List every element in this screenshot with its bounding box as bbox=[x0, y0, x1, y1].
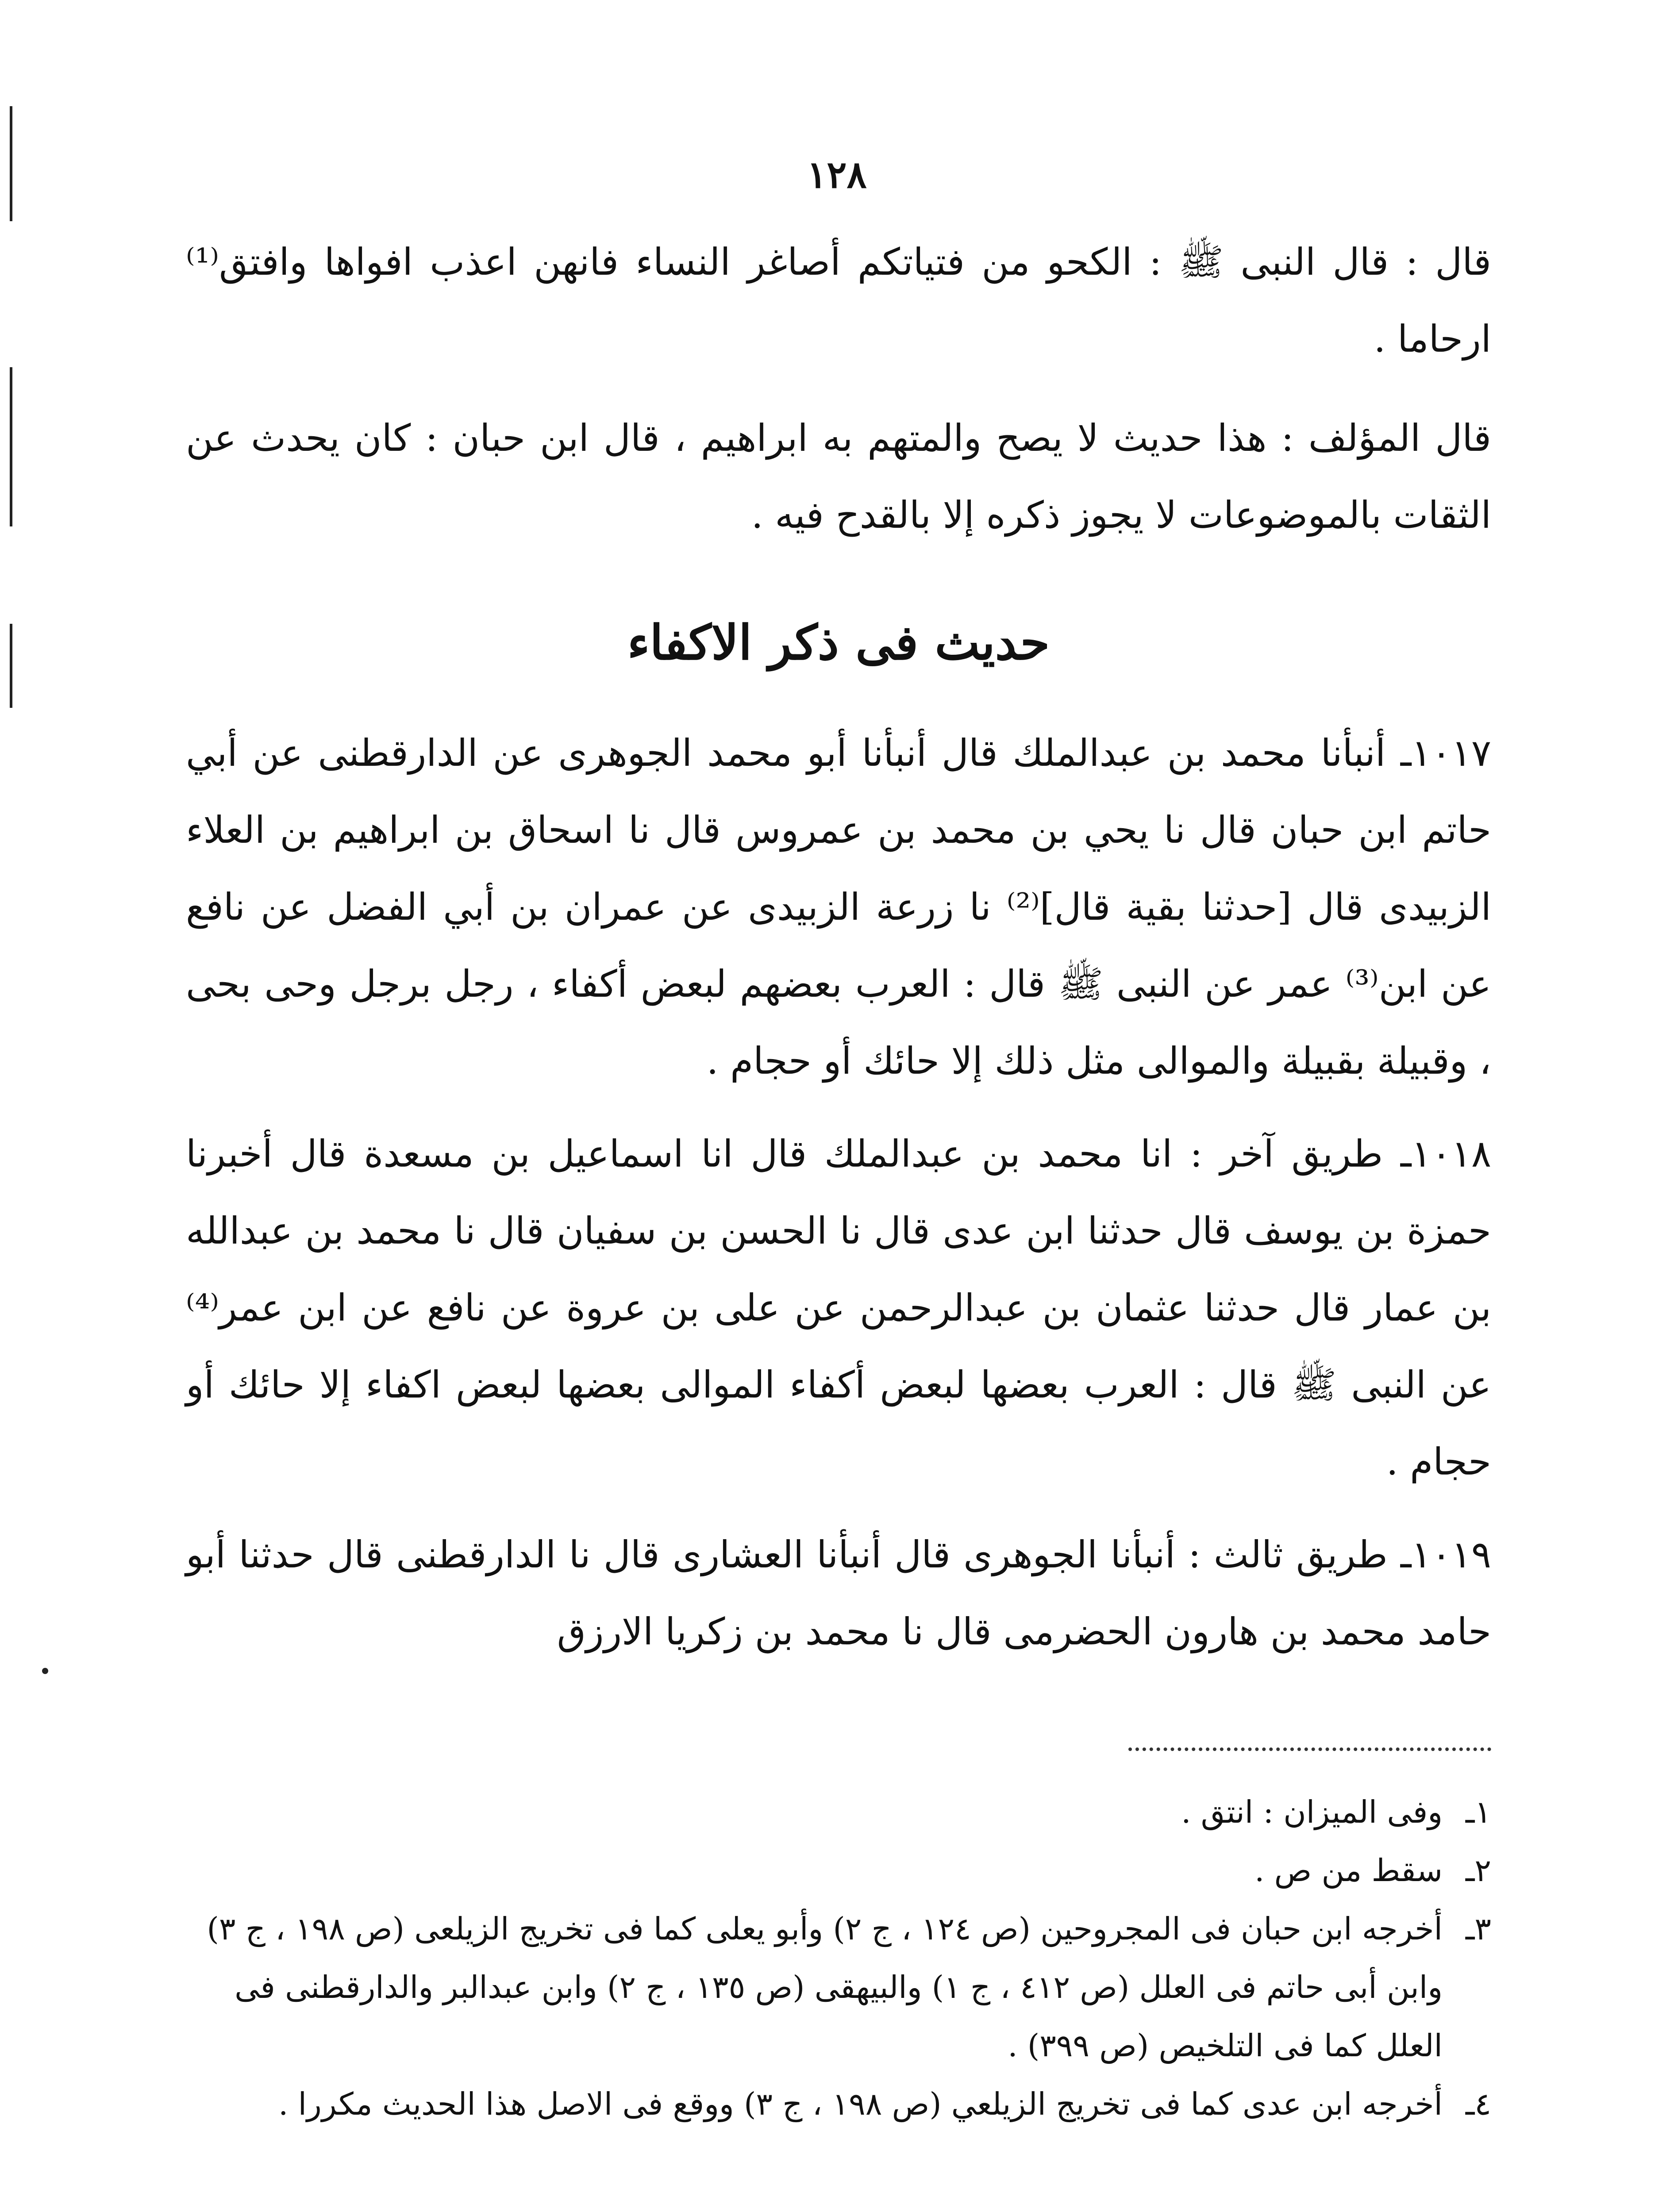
author-note-paragraph: قال المؤلف : هذا حديث لا يصح والمتهم به ابراهيم ، قال ابن حبان : كان يحدث عن الثقات بالموضوعات لا يجوز ذكره إلا بالقدح فيه . bbox=[186, 416, 1491, 537]
footnote-1 bbox=[186, 1783, 1491, 1841]
footnote-text: سقط من ص . bbox=[1255, 1852, 1443, 1889]
page-number: ١٢٨ bbox=[807, 153, 867, 196]
footnotes bbox=[186, 1783, 1491, 2133]
hadith-paragraph-1019: ١٠١٩ـ طريق ثالث : أنبأنا الجوهرى قال أنبأنا العشارى قال نا الدارقطنى قال حدثنا أبو حامد محمد بن هارون الحضرمى قال نا محمد بن زكريا الارزق bbox=[186, 1533, 1491, 1653]
hadith-paragraph-1017: ١٠١٧ـ أنبأنا محمد بن عبدالملك قال أنبأنا أبو محمد الجوهرى عن الدارقطنى عن أبي حاتم ابن حبان قال نا يحي بن محمد بن عمروس قال نا اسحاق بن ابراهيم بن العلاء الزبيدى قال [حدثنا بقية قال]⁽²⁾ نا زرعة الزبيدى عن عمران بن أبي الفضل عن نافع عن ابن⁽³⁾ عمر عن النبى ﷺ قال : العرب بعضهم لبعض أكفاء ، رجل برجل وحى بحى ، وقبيلة بقبيلة والموالى مثل ذلك إلا حائك أو حجام . bbox=[186, 731, 1492, 1083]
intro-hadith-line: قال : قال النبى ﷺ : الكحو من فتياتكم أصاغر النساء فانهن اعذب افواها وافتق⁽¹⁾ ارحاما . bbox=[186, 240, 1491, 361]
footnote-3 bbox=[186, 1900, 1491, 2075]
footnote-text: أخرجه ابن حبان فى المجروحين (ص ١٢٤ ، ج ٢) وأبو يعلى كما فى تخريج الزيلعى (ص ١٩٨ ، ج ٣) وابن أبى حاتم فى العلل (ص ٤١٢ ، ج ١) والبيهقى (ص ١٣٥ ، ج ٢) وابن عبدالبر والدارقطنى فى العلل كما فى التلخيص (ص ٣٩٩) . bbox=[207, 1911, 1443, 2064]
footnote-number: ٤ـ bbox=[1465, 2086, 1491, 2122]
scan-edge-mark-middle bbox=[10, 367, 12, 526]
hadith-list bbox=[186, 714, 1491, 1670]
footnote-text: أخرجه ابن عدى كما فى تخريج الزيلعي (ص ١٩٨ ، ج ٣) ووقع فى الاصل هذا الحديث مكررا . bbox=[278, 2086, 1443, 2122]
footnote-4 bbox=[186, 2075, 1491, 2133]
footnote-number: ١ـ bbox=[1465, 1794, 1491, 1830]
scan-edge-dot bbox=[42, 1668, 48, 1674]
hadith-paragraph-1018: ١٠١٨ـ طريق آخر : انا محمد بن عبدالملك قال انا اسماعيل بن مسعدة قال أخبرنا حمزة بن يوسف قال حدثنا ابن عدى قال نا الحسن بن سفيان قال نا محمد بن عبدالله بن عمار قال حدثنا عثمان بن عبدالرحمن عن على بن عروة عن نافع عن ابن عمر⁽⁴⁾ عن النبى ﷺ قال : العرب بعضها لبعض أكفاء الموالى بعضها لبعض اكفاء إلا حائك أو حجام . bbox=[186, 1132, 1491, 1483]
footnote-separator bbox=[1128, 1747, 1491, 1751]
intro-text bbox=[186, 223, 1491, 553]
footnote-number: ٣ـ bbox=[1465, 1911, 1491, 1947]
footnote-text: وفى الميزان : انتق . bbox=[1181, 1794, 1443, 1830]
section-heading: حديث فى ذكر الاكفاء bbox=[627, 615, 1050, 671]
footnote-2 bbox=[186, 1841, 1491, 1900]
scan-edge-mark-lower bbox=[10, 624, 12, 708]
footnote-number: ٢ـ bbox=[1465, 1852, 1491, 1889]
scan-edge-mark-top bbox=[10, 106, 12, 221]
